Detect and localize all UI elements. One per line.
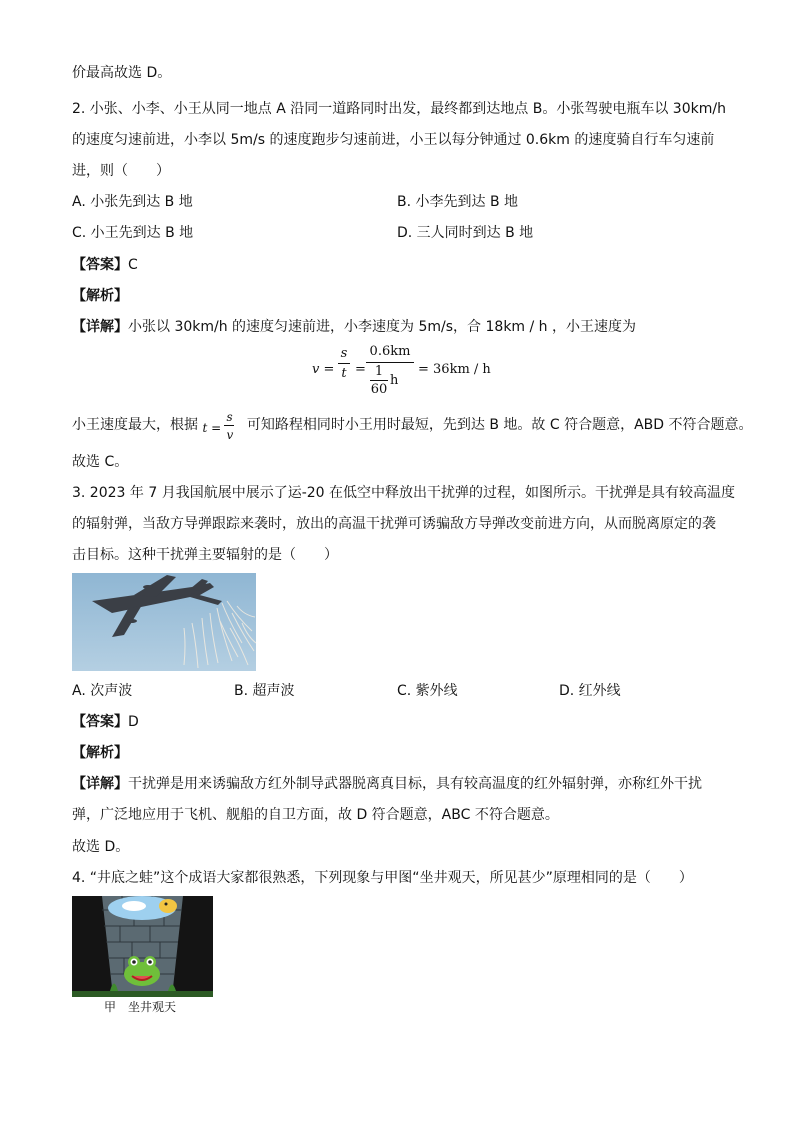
q3-detail-line2: 弹，广泛地应用于飞机、舰船的自卫方面，故 D 符合题意，ABC 不符合题意。 [72, 807, 559, 823]
inline-formula-s: s [226, 410, 233, 424]
q3-option-b: B. 超声波 [234, 683, 295, 699]
q2-analysis-tag: 【解析】 [72, 288, 128, 304]
q3-stem-line3: 击目标。这种干扰弹主要辐射的是（ ） [72, 547, 338, 563]
q3-stem-line1: 3. 2023 年 7 月我国航展中展示了运-20 在低空中释放出干扰弹的过程，如图所示。干扰弹是具有较高温度 [72, 485, 736, 501]
q3-option-a: A. 次声波 [72, 683, 133, 699]
inline-formula-v: v [226, 428, 234, 442]
q3-option-c: C. 紫外线 [397, 683, 458, 699]
q2-option-a: A. 小张先到达 B 地 [72, 194, 193, 210]
q2-detail2-a: 小王速度最大，根据 [72, 417, 198, 433]
aircraft-flares-photo [72, 573, 256, 671]
q2-option-b: B. 小李先到达 B 地 [397, 194, 519, 210]
detail-tag: 【详解】 [72, 319, 128, 335]
formula-result: = 36km / h [418, 362, 491, 377]
q2-stem-line1: 2. 小张、小李、小王从同一地点 A 沿同一道路同时出发，最终都到达地点 B。小张驾驶电瓶车以 30km/h [72, 101, 726, 117]
q3-conclusion: 故选 D。 [72, 839, 130, 855]
formula-den-den: 60 [370, 382, 388, 397]
formula-s: s [340, 346, 348, 361]
formula-numerator: 0.6km [369, 344, 411, 359]
q3-detail-text: 干扰弹是用来诱骗敌方红外制导武器脱离真目标，具有较高温度的红外辐射弹，亦称红外干扰 [128, 776, 702, 792]
answer-tag: 【答案】 [72, 257, 128, 273]
detail-tag: 【详解】 [72, 776, 128, 792]
q2-answer: C [128, 257, 138, 273]
q3-option-d: D. 红外线 [559, 683, 621, 699]
formula-t: t [341, 366, 347, 381]
frog-in-well-figure [72, 896, 213, 997]
q4-stem-line1: 4. “井底之蛙”这个成语大家都很熟悉，下列现象与甲图“坐井观天，所见甚少”原理相同的是（ ） [72, 870, 693, 886]
inline-formula-lhs: t = [202, 421, 222, 435]
frog-well-graphic [72, 896, 213, 997]
q3-answer-line [72, 712, 139, 732]
q3-analysis-tag: 【解析】 [72, 745, 128, 761]
q2-conclusion: 故选 C。 [72, 454, 129, 470]
q2-option-d: D. 三人同时到达 B 地 [397, 225, 534, 241]
fraction-bar [370, 380, 388, 381]
q2-stem-line3: 进，则（ ） [72, 163, 170, 179]
q2-answer-line [72, 255, 138, 275]
fraction-bar [338, 363, 350, 364]
q2-detail-text: 小张以 30km/h 的速度匀速前进，小李速度为 5m/s，合 18km / h ，小王速度为 [128, 319, 637, 335]
q3-detail-line1 [72, 774, 702, 794]
text-line: 价最高故选 D。 [72, 65, 172, 81]
answer-tag: 【答案】 [72, 714, 128, 730]
q2-stem-line2: 的速度匀速前进，小李以 5m/s 的速度跑步匀速前进，小王以每分钟通过 0.6km 的速度骑自行车匀速前 [72, 132, 715, 148]
q3-stem-line2: 的辐射弹，当敌方导弹跟踪来袭时，放出的高温干扰弹可诱骗敌方导弹改变前进方向，从而脱离原定的袭 [72, 516, 716, 532]
q2-detail-line2 [72, 410, 753, 442]
aircraft-photo-graphic [72, 573, 256, 671]
q2-option-c: C. 小王先到达 B 地 [72, 225, 194, 241]
q3-answer: D [128, 714, 139, 730]
inline-formula [202, 410, 242, 442]
q2-detail-line1 [72, 317, 636, 337]
figure-caption: 甲 坐井观天 [104, 1000, 177, 1014]
formula-lhs: v = [312, 362, 335, 377]
speed-formula [312, 342, 512, 402]
q2-detail2-b: 可知路程相同时小王用时最短，先到达 B 地。故 C 符合题意，ABD 不符合题意。 [246, 417, 753, 433]
formula-den-num: 1 [374, 364, 384, 379]
formula-eq: = [355, 362, 366, 377]
formula-den-unit: h [390, 373, 399, 388]
fraction-bar [366, 362, 414, 363]
